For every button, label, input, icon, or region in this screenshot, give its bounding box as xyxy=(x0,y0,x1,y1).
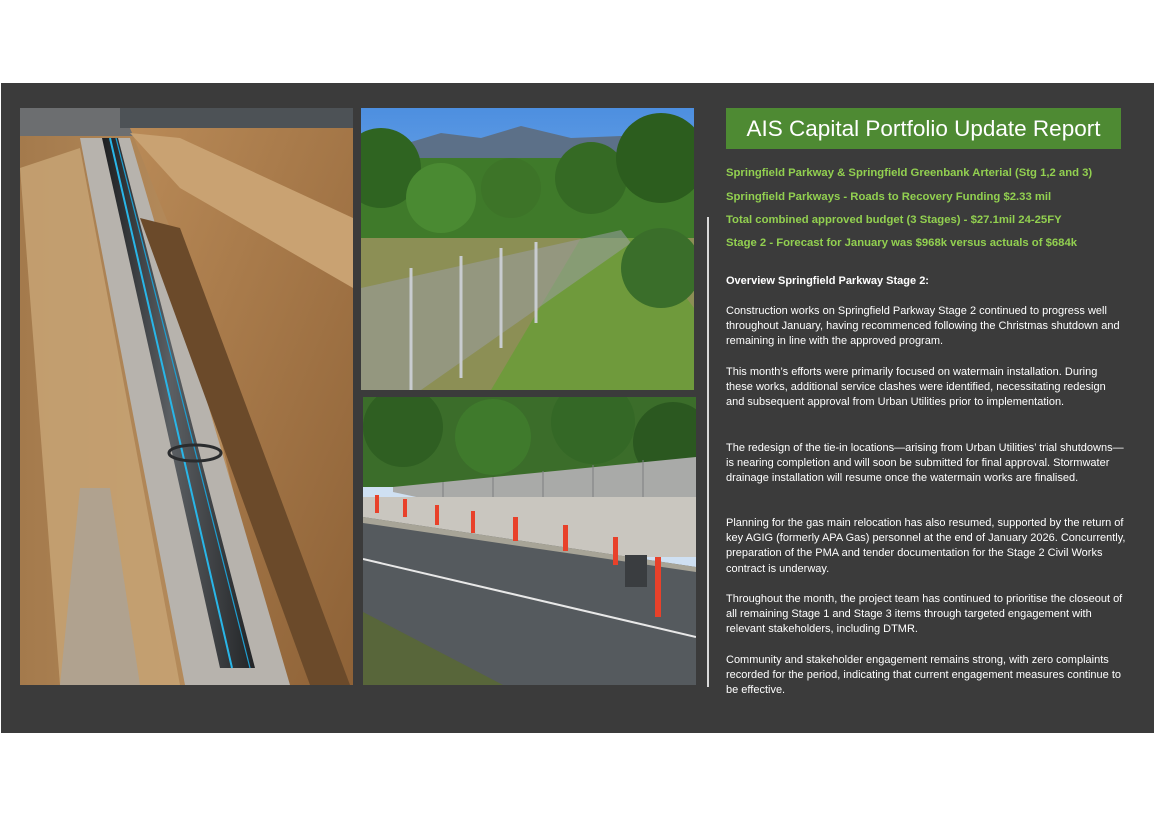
highlight-forecast: Stage 2 - Forecast for January was $968k versus actuals of $684k xyxy=(726,237,1078,249)
report-slide xyxy=(1,83,1154,733)
trench-pipe-photo xyxy=(20,108,353,685)
paragraph-watermain: This month’s efforts were primarily focused on watermain installation. During these works, additional service clashes were identified, necessitating redesign and subsequent approval from Urban Utilities prior to implementation. xyxy=(726,366,1106,409)
highlight-funding: Springfield Parkways - Roads to Recovery Funding $2.33 mil xyxy=(726,191,1052,203)
paragraph-gas-main: Planning for the gas main relocation has also resumed, supported by the return of key AGIG (formerly APA Gas) personnel at the end of January 2026. Concurrently, preparation of the PMA and tender documentation for the Stage 2 Civil Works contract is underway. xyxy=(726,517,1126,575)
paragraph-construction: Construction works on Springfield Parkway Stage 2 continued to progress well throughout January, having recommenced following the Christmas shutdown and remaining in line with the approved program. xyxy=(726,305,1120,348)
fence-mountain-photo xyxy=(361,108,694,390)
divider-line xyxy=(707,217,709,687)
road-barrier-photo xyxy=(363,397,696,685)
report-title: AIS Capital Portfolio Update Report xyxy=(726,108,1121,149)
highlight-budget: Total combined approved budget (3 Stages) - $27.1mil 24-25FY xyxy=(726,214,1062,226)
overview-heading: Overview Springfield Parkway Stage 2: xyxy=(726,275,929,287)
highlight-project-name: Springfield Parkway & Springfield Greenbank Arterial (Stg 1,2 and 3) xyxy=(726,167,1093,179)
paragraph-community: Community and stakeholder engagement remains strong, with zero complaints recorded for the period, indicating that current engagement measures continue to be effective. xyxy=(726,654,1122,697)
paragraph-redesign: The redesign of the tie-in locations—arising from Urban Utilities’ trial shutdowns—is nearing completion and will soon be submitted for final approval. Stormwater drainage installation will resume once the watermain works are finalised. xyxy=(726,442,1124,485)
paragraph-closeout: Throughout the month, the project team has continued to prioritise the closeout of all remaining Stage 1 and Stage 3 items through targeted engagement with relevant stakeholders, including DTMR. xyxy=(726,593,1123,636)
